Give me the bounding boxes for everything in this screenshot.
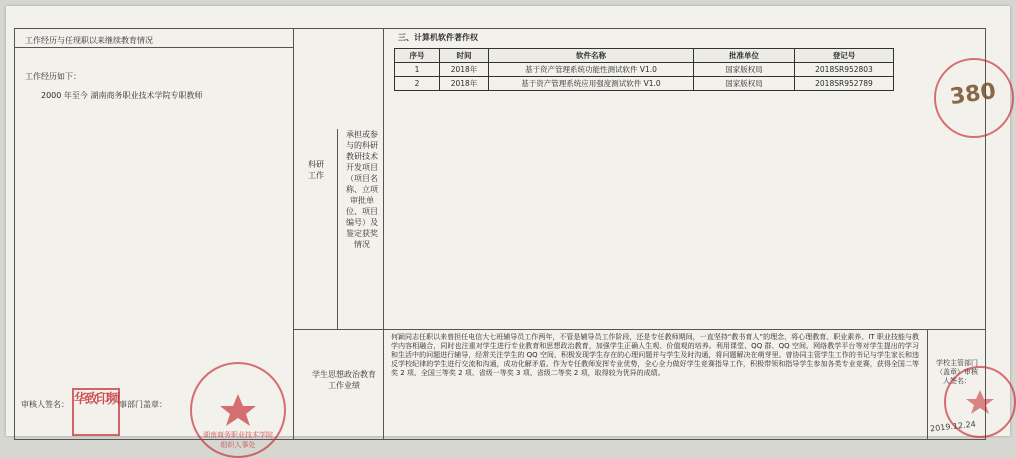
signature-date: 2019.12.24	[929, 419, 977, 434]
ideology-body: 何颖同志任职以来曾担任电信大七班辅导员工作两年，不管是辅导员工作阶段，还是专任教师期间，一直坚持“教书育人”的理念，将心理教育、职业素养、IT 职业技能与教学内容相融合，同时也注重对学生进行专业教育和思想政治教育，加强学生正确人生观、价值观的培养。利用课堂、QQ 群、QQ 空间、网络教学平台等对学生提出的学习和生活中的问题进行辅导，经常关注学生的 QQ 空间，积极发现学生存在的心理问题并与学生及时沟通，将问题解决在萌芽里。曾协同主管学生工作的书记与学生家长和违反学校纪律的学生进行交流和沟通，成功化解矛盾。作为专任教师发挥专业优势，全心全力做好学生竞赛指导工作，积极带领和指导学生参加各类专业竞赛，获得全国二等奖 2 项、全国三等奖 2 项、省级一等奖 3 项、省级二等奖 2 项，取得较为优异的成绩。	[391, 333, 919, 377]
software-table	[394, 48, 894, 91]
col-header: 登记号	[795, 49, 894, 63]
table-header-row	[395, 49, 894, 63]
ideology-category-label: 学生思想政治教育工作业绩	[312, 370, 376, 390]
document-sheet	[6, 6, 1010, 449]
cell-year: 2018年	[440, 63, 489, 77]
reviewer-sign-label: 审核人签名：	[21, 400, 69, 409]
divider	[293, 329, 985, 330]
cell-approver: 国家版权局	[694, 77, 795, 91]
software-section-title: 三、计算机软件著作权	[398, 33, 478, 42]
cell-software-name: 基于资产管理系统功能性测试软件 V1.0	[489, 63, 694, 77]
seal-circle-text: 湖南商务职业技术学院 组织人事处	[203, 431, 273, 449]
dept-seal-label: 事部门盖章：	[119, 400, 167, 409]
col-header: 时间	[440, 49, 489, 63]
work-history-label: 工作经历如下：	[25, 72, 81, 81]
col-header: 序号	[395, 49, 440, 63]
cell-reg-no: 2018SR952789	[795, 77, 894, 91]
cell-year: 2018年	[440, 77, 489, 91]
cell-software-name: 基于资产管理系统应用强度测试软件 V1.0	[489, 77, 694, 91]
divider	[927, 329, 928, 439]
table-row	[395, 63, 894, 77]
cell-seq: 2	[395, 77, 440, 91]
handwritten-number: 380	[948, 78, 998, 111]
cell-approver: 国家版权局	[694, 63, 795, 77]
school-dept-label: 学校主管部门（盖章）审核人签名：	[936, 359, 978, 385]
table-row	[395, 77, 894, 91]
col-header: 软件名称	[489, 49, 694, 63]
cell-seq: 1	[395, 63, 440, 77]
divider	[337, 129, 338, 329]
divider	[293, 29, 294, 439]
divider	[15, 47, 293, 48]
col-header: 批准单位	[694, 49, 795, 63]
cell-reg-no: 2018SR952803	[795, 63, 894, 77]
research-description: 承担或参与的科研教研技术开发项目（项目名称、立项审批单位、项目编号）及鉴定获奖情况	[346, 130, 378, 249]
section-title-work: 工作经历与任现职以来继续教育情况	[25, 36, 153, 45]
research-category-label: 科研 工作	[308, 160, 324, 180]
top-right-seal	[934, 58, 1014, 138]
work-history-entry: 2000 年至今 湖南商务职业技术学院专职教师	[41, 91, 203, 100]
divider	[383, 29, 384, 439]
official-seal	[190, 362, 286, 458]
personal-seal: 华致印频	[72, 388, 120, 436]
